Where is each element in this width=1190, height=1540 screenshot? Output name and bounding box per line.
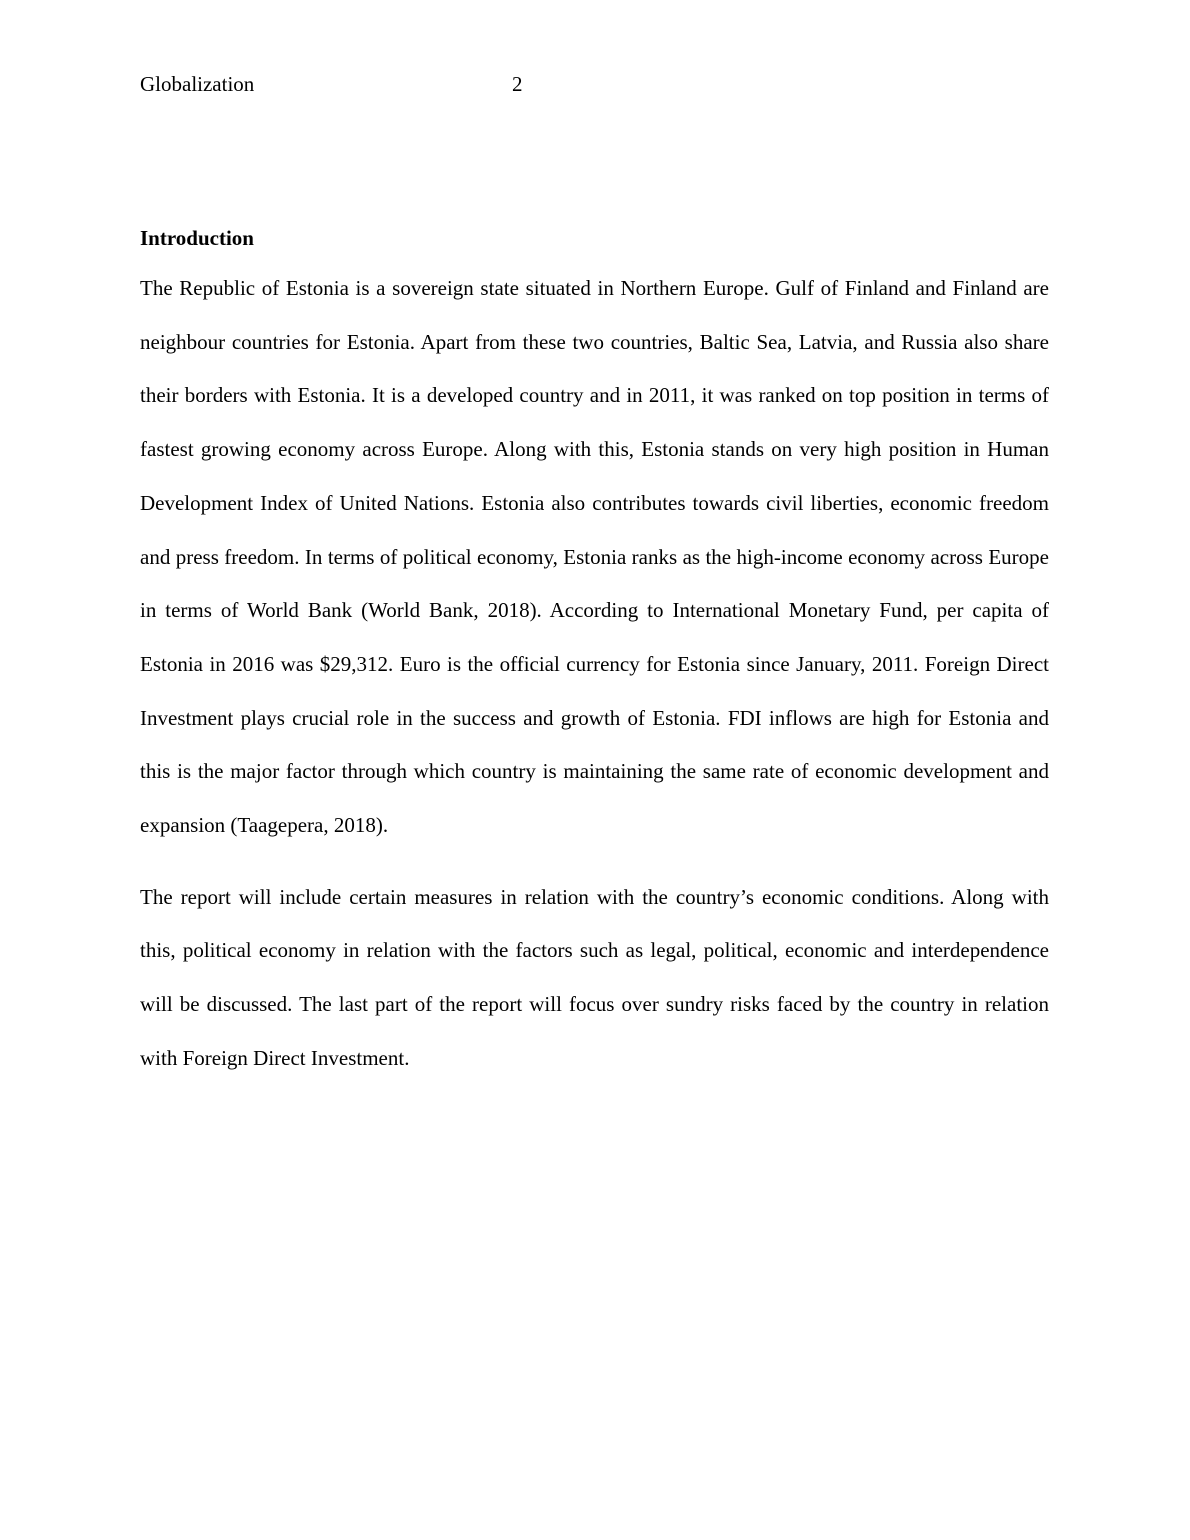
running-head-title: Globalization xyxy=(140,72,255,96)
intro-paragraph-2: The report will include certain measures in relation with the country’s economic conditions. Along with this, political economy in relation with the factors such as legal, political, economic and interdependence will be discussed. The last part of the report will focus over sundry risks faced by the country in relation with Foreign Direct Investment. xyxy=(140,884,1049,1070)
intro-paragraph-1: The Republic of Estonia is a sovereign state situated in Northern Europe. Gulf of Finland and Finland are neighbour countries for Estonia. Apart from these two countries, Baltic Sea, Latvia, and Russia also share their borders with Estonia. It is a developed country and in 2011, it was ranked on top position in terms of fastest growing economy across Europe. Along with this, Estonia stands on very high position in Human Development Index of United Nations. Estonia also contributes towards civil liberties, economic freedom and press freedom. In terms of political economy, Estonia ranks as the high-income economy across Europe in terms of World Bank (World Bank, 2018). According to International Monetary Fund, per capita of Estonia in 2016 was $29,312. Euro is the official currency for Estonia since January, 2011. Foreign Direct Investment plays crucial role in the success and growth of Estonia. FDI inflows are high for Estonia and this is the major factor through which country is maintaining the same rate of economic development and expansion (Taagepera, 2018). xyxy=(140,276,1049,838)
document-body xyxy=(140,223,1049,1086)
page-number: 2 xyxy=(512,72,523,96)
page-header xyxy=(140,70,1050,100)
section-heading: Introduction xyxy=(140,226,254,250)
